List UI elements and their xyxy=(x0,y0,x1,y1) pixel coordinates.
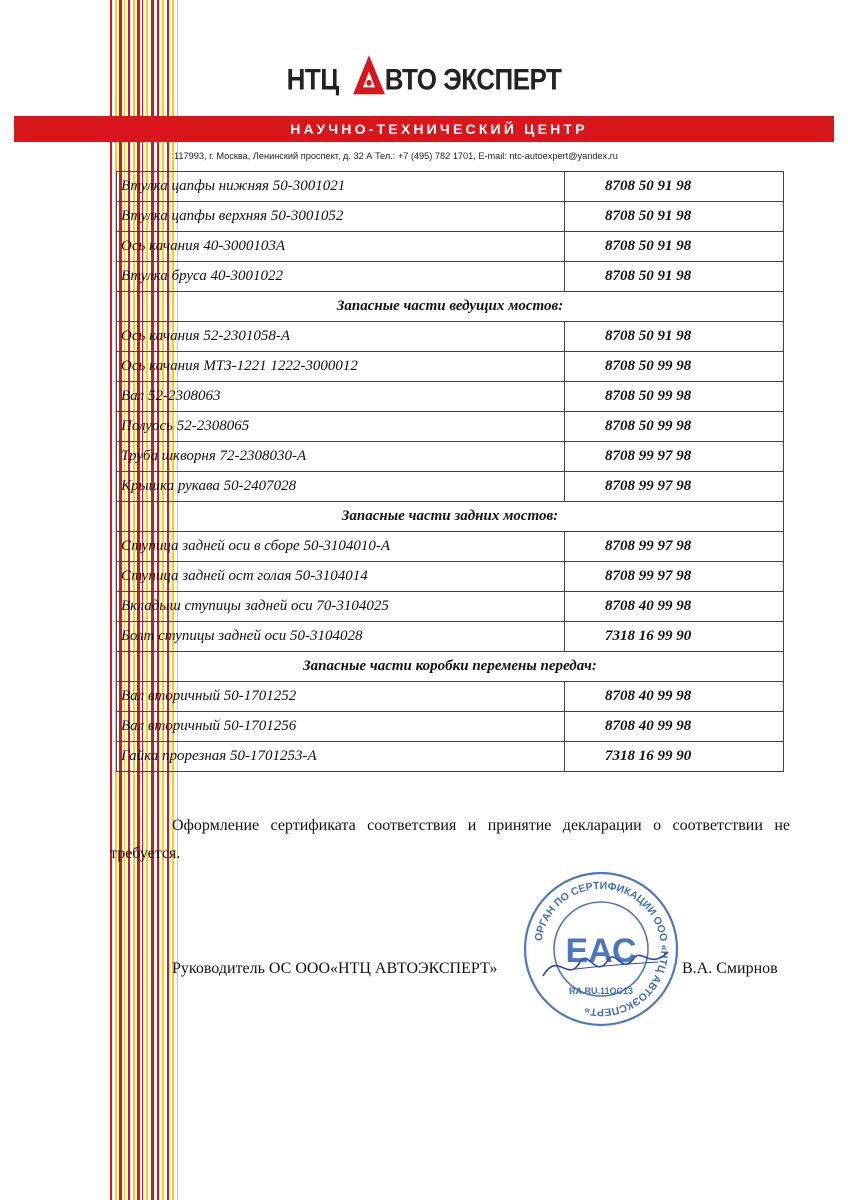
section-header-row xyxy=(117,652,784,682)
section-title: Запасные части ведущих мостов: xyxy=(117,292,784,322)
part-name-cell: Ось качания 52-2301058-А xyxy=(117,322,565,352)
tn-ved-code-cell: 8708 99 97 98 xyxy=(565,532,784,562)
tn-ved-code-cell: 7318 16 99 90 xyxy=(565,742,784,772)
signatory-position: Руководитель ОС ООО«НТЦ АВТОЭКСПЕРТ» xyxy=(172,960,498,977)
tn-ved-code-cell: 8708 50 91 98 xyxy=(565,262,784,292)
table-row xyxy=(117,562,784,592)
part-name-cell: Труба шкворня 72-2308030-А xyxy=(117,442,565,472)
table-row xyxy=(117,262,784,292)
tn-ved-code-cell: 8708 50 99 98 xyxy=(565,412,784,442)
signatory-name: В.А. Смирнов xyxy=(682,960,778,977)
section-header-row xyxy=(117,292,784,322)
tn-ved-code-cell: 7318 16 99 90 xyxy=(565,622,784,652)
table-row xyxy=(117,712,784,742)
part-name-cell: Вал вторичный 50-1701252 xyxy=(117,682,565,712)
tn-ved-code-cell: 8708 40 99 98 xyxy=(565,712,784,742)
table-row xyxy=(117,172,784,202)
part-name-cell: Крышка рукава 50-2407028 xyxy=(117,472,565,502)
certificate-note: Оформление сертификата соответствия и принятие декларации о соответствии не требуется. xyxy=(110,817,790,862)
stamp-center-mark: ЕАС xyxy=(565,932,637,970)
part-name-cell: Ось качания 40-3000103А xyxy=(117,232,565,262)
table-row xyxy=(117,532,784,562)
section-title: Запасные части задних мостов: xyxy=(117,502,784,532)
contact-address: 117993, г. Москва, Ленинский проспект, д. 32 А Тел.: +7 (495) 782 1701, E-mail: ntc-autoexpert@yandex.ru xyxy=(174,151,618,161)
banner-text: НАУЧНО-ТЕХНИЧЕСКИЙ ЦЕНТР xyxy=(290,121,588,137)
table-row xyxy=(117,382,784,412)
table-row xyxy=(117,682,784,712)
part-name-cell: Полуось 52-2308065 xyxy=(117,412,565,442)
tn-ved-code-cell: 8708 40 99 98 xyxy=(565,682,784,712)
table-row xyxy=(117,232,784,262)
tn-ved-code-cell: 8708 50 91 98 xyxy=(565,322,784,352)
table-row xyxy=(117,442,784,472)
tn-ved-code-cell: 8708 99 97 98 xyxy=(565,472,784,502)
part-name-cell: Ось качания МТЗ-1221 1222-3000012 xyxy=(117,352,565,382)
part-name-cell: Вал вторичный 50-1701256 xyxy=(117,712,565,742)
part-name-cell: Ступица задней ост голая 50-3104014 xyxy=(117,562,565,592)
logo-text-left: НТЦ xyxy=(286,62,339,97)
part-name-cell: Ступица задней оси в сборе 50-3104010-А xyxy=(117,532,565,562)
part-name-cell: Вал 52-2308063 xyxy=(117,382,565,412)
table-row xyxy=(117,352,784,382)
tn-ved-code-cell: 8708 50 91 98 xyxy=(565,172,784,202)
logo-a-icon xyxy=(353,55,385,94)
part-name-cell: Гайка прорезная 50-1701253-А xyxy=(117,742,565,772)
letterhead-banner xyxy=(14,116,834,142)
tn-ved-code-cell: 8708 50 99 98 xyxy=(565,382,784,412)
tn-ved-code-cell: 8708 50 91 98 xyxy=(565,202,784,232)
table-row xyxy=(117,412,784,442)
section-title: Запасные части коробки перемены передач: xyxy=(117,652,784,682)
table-row xyxy=(117,322,784,352)
logo-text-right: ВТО ЭКСПЕРТ xyxy=(384,62,562,97)
company-logo xyxy=(0,55,848,98)
part-name-cell: Втулка цапфы верхняя 50-3001052 xyxy=(117,202,565,232)
tn-ved-code-cell: 8708 99 97 98 xyxy=(565,562,784,592)
part-name-cell: Втулка цапфы нижняя 50-3001021 xyxy=(117,172,565,202)
tn-ved-code-cell: 8708 50 99 98 xyxy=(565,352,784,382)
part-name-cell: Болт ступицы задней оси 50-3104028 xyxy=(117,622,565,652)
table-row xyxy=(117,622,784,652)
table-row xyxy=(117,472,784,502)
table-row xyxy=(117,592,784,622)
stamp-ring-text: ОРГАН ПО СЕРТИФИКАЦИИ ООО «НТЦ АВТОЭКСПЕРТ» xyxy=(532,879,671,1019)
tn-ved-code-cell: 8708 99 97 98 xyxy=(565,442,784,472)
section-header-row xyxy=(117,502,784,532)
table-row xyxy=(117,202,784,232)
part-name-cell: Вкладыш ступицы задней оси 70-3104025 xyxy=(117,592,565,622)
part-name-cell: Втулка бруса 40-3001022 xyxy=(117,262,565,292)
handwritten-signature xyxy=(538,940,678,990)
tn-ved-code-cell: 8708 50 91 98 xyxy=(565,232,784,262)
stamp-reg-number: RA.RU.11ОС13 xyxy=(568,986,634,996)
tn-ved-code-cell: 8708 40 99 98 xyxy=(565,592,784,622)
table-row xyxy=(117,742,784,772)
parts-table xyxy=(116,171,784,772)
